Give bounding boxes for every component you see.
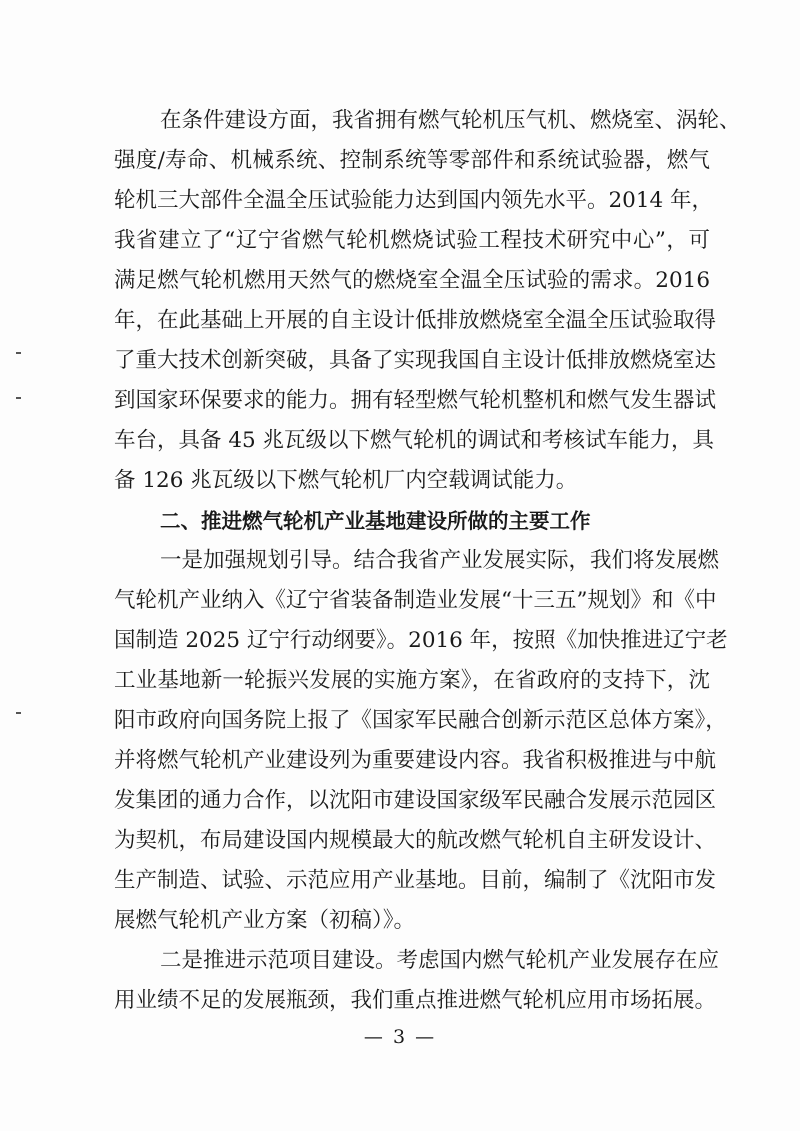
paragraph-1-line-3: 轮机三大部件全温全压试验能力达到国内领先水平。2014 年， xyxy=(114,188,714,213)
paragraph-2-line-7: 发集团的通力合作，以沈阳市建设国家级军民融合发展示范园区 xyxy=(114,788,717,813)
paragraph-1-line-1: 在条件建设方面，我省拥有燃气轮机压气机、燃烧室、涡轮、 xyxy=(160,108,741,133)
margin-mark xyxy=(16,352,21,354)
paragraph-1-line-4: 我省建立了“辽宁省燃气轮机燃烧试验工程技术研究中心”，可 xyxy=(114,228,710,253)
paragraph-1-line-10: 备 126 兆瓦级以下燃气轮机厂内空载调试能力。 xyxy=(114,468,578,493)
paragraph-3-line-1: 二是推进示范项目建设。考虑国内燃气轮机产业发展存在应 xyxy=(160,948,720,973)
paragraph-2-line-3: 国制造 2025 辽宁行动纲要》。2016 年，按照《加快推进辽宁老 xyxy=(114,628,728,653)
paragraph-1-line-8: 到国家环保要求的能力。拥有轻型燃气轮机整机和燃气发生器试 xyxy=(114,388,717,413)
paragraph-2-line-9: 生产制造、试验、示范应用产业基地。目前，编制了《沈阳市发 xyxy=(114,868,717,893)
paragraph-2-line-10: 展燃气轮机产业方案（初稿）》。 xyxy=(114,908,416,933)
margin-mark xyxy=(16,397,21,399)
paragraph-2-line-6: 并将燃气轮机产业建设列为重要建设内容。我省积极推进与中航 xyxy=(114,748,717,773)
paragraph-2-line-1: 一是加强规划引导。结合我省产业发展实际，我们将发展燃 xyxy=(160,548,720,573)
paragraph-1-line-6: 年，在此基础上开展的自主设计低排放燃烧室全温全压试验取得 xyxy=(114,308,717,333)
paragraph-1-line-9: 车台，具备 45 兆瓦级以下燃气轮机的调试和考核试车能力，具 xyxy=(114,428,715,453)
paragraph-1-line-2: 强度/寿命、机械系统、控制系统等零部件和系统试验器，燃气 xyxy=(114,148,710,173)
page-number: — 3 — xyxy=(363,1026,437,1048)
paragraph-1-line-5: 满足燃气轮机燃用天然气的燃烧室全温全压试验的需求。2016 xyxy=(114,268,710,293)
paragraph-1-line-7: 了重大技术创新突破，具备了实现我国自主设计低排放燃烧室达 xyxy=(114,348,717,373)
paragraph-3-line-2: 用业绩不足的发展瓶颈，我们重点推进燃气轮机应用市场拓展。 xyxy=(114,988,717,1013)
paragraph-2-line-8: 为契机，布局建设国内规模最大的航改燃气轮机自主研发设计、 xyxy=(114,828,717,853)
paragraph-2-line-5: 阳市政府向国务院上报了《国家军民融合创新示范区总体方案》， xyxy=(114,708,727,733)
paragraph-2-line-2: 气轮机产业纳入《辽宁省装备制造业发展“十三五”规划》和《中 xyxy=(114,588,717,613)
paragraph-2-line-4: 工业基地新一轮振兴发展的实施方案》，在省政府的支持下，沈 xyxy=(114,668,710,693)
section-heading: 二、推进燃气轮机产业基地建设所做的主要工作 xyxy=(160,509,591,533)
margin-mark xyxy=(16,712,21,714)
